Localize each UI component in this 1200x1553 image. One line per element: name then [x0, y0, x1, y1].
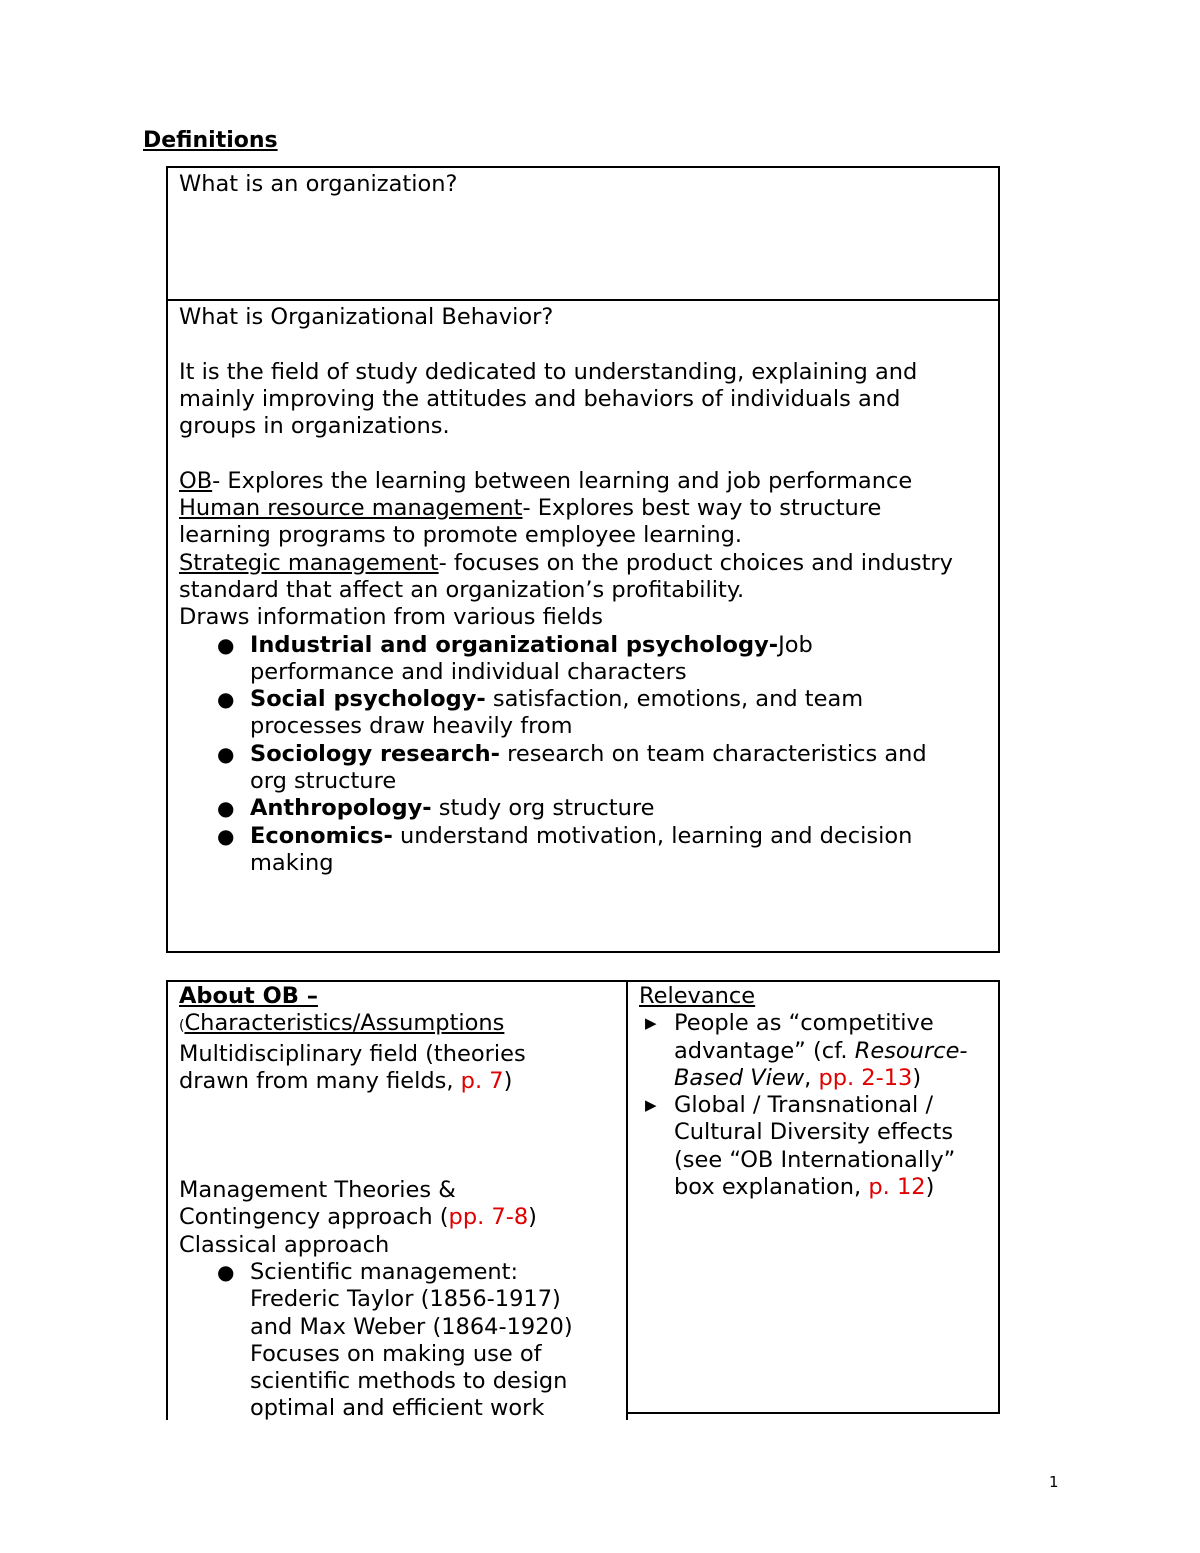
field-desc-cont: org structure [250, 768, 397, 795]
page-heading: Definitions [143, 128, 278, 153]
page-number: 1 [1049, 1473, 1059, 1491]
bullet-line: and Max Weber (1864-1920) [250, 1313, 573, 1340]
about-ob-box [166, 980, 628, 1420]
field-term: Economics [250, 822, 384, 849]
hrm-text: - Explores best way to structure [522, 495, 882, 522]
item-line: Cultural Diversity effects [674, 1119, 954, 1146]
multi-line-1: Multidisciplinary field (theories [179, 1040, 526, 1067]
item-line: (see “OB Internationally” [674, 1146, 956, 1173]
field-term: Industrial and organizational psychology [250, 631, 769, 658]
page-reference: pp. 7-8 [448, 1204, 529, 1231]
definition-line-3: groups in organizations. [179, 413, 450, 440]
fields-list [179, 632, 953, 878]
list-item [639, 1010, 968, 1092]
field-desc-cont: making [250, 849, 334, 876]
paren: ( [179, 1018, 185, 1035]
mgmt-line-2 [179, 1204, 573, 1231]
mgmt-text: Contingency approach ( [179, 1204, 449, 1231]
field-desc: research on team characteristics and [499, 740, 927, 767]
item-line: Global / Transnational / [674, 1092, 934, 1119]
field-term: Anthropology [250, 795, 423, 822]
ob-definition-box [166, 299, 1000, 953]
list-item [179, 741, 953, 796]
bullet-line: Scientific management: [250, 1258, 519, 1285]
relevance-box [626, 980, 1000, 1414]
sm-line [179, 550, 953, 577]
bullet-icon: ● [217, 632, 235, 657]
close-paren: ) [528, 1204, 537, 1231]
classical-line: Classical approach [179, 1231, 390, 1258]
hrm-term: Human resource management [179, 495, 523, 522]
hrm-line-2: learning programs to promote employee learning. [179, 522, 743, 549]
italic-term: Resource- [854, 1037, 968, 1064]
field-sep: - [422, 795, 432, 822]
hrm-line [179, 495, 953, 522]
list-item [179, 795, 953, 822]
subtitle-line [179, 1010, 573, 1040]
field-term: Sociology research [250, 740, 491, 767]
ob-question: What is Organizational Behavior? [179, 304, 554, 330]
ob-line [179, 468, 953, 495]
arrow-icon: ▶ [645, 1096, 657, 1115]
relevance-title: Relevance [639, 983, 756, 1009]
sm-text: - focuses on the product choices and industry [438, 549, 953, 576]
field-desc: satisfaction, emotions, and team [485, 686, 864, 713]
bullet-icon: ● [217, 687, 235, 712]
multi-text: drawn from many fields, [179, 1067, 461, 1094]
item-line: People as “competitive [674, 1010, 934, 1037]
sm-term: Strategic management [179, 549, 439, 576]
list-item [639, 1092, 968, 1201]
bullet-line: optimal and efficient work [250, 1395, 545, 1422]
field-sep: - [768, 631, 779, 658]
close-paren: ) [912, 1064, 922, 1091]
field-desc-cont: performance and individual characters [250, 658, 687, 685]
ob-text: - Explores the learning between learning and job performance [212, 467, 913, 494]
about-ob-subtitle: Characteristics/Assumptions [184, 1010, 505, 1037]
draws-line: Draws information from various fields [179, 604, 603, 631]
classical-list [179, 1259, 573, 1423]
item-line: advantage” (cf. [674, 1037, 855, 1064]
organization-definition-box [166, 166, 1000, 301]
list-item [179, 823, 953, 878]
definition-line-2: mainly improving the attitudes and behaviors of individuals and [179, 385, 901, 412]
bullet-line: Focuses on making use of [250, 1340, 542, 1367]
bullet-icon: ● [217, 823, 235, 848]
list-item [179, 632, 953, 687]
field-sep: - [476, 686, 486, 713]
item-line: box explanation, [674, 1174, 869, 1201]
list-item [179, 1259, 573, 1423]
bullet-line: Frederic Taylor (1856-1917) [250, 1286, 561, 1313]
ob-term: OB [179, 467, 213, 494]
list-item [179, 686, 953, 741]
field-sep: - [383, 822, 393, 849]
relevance-list [639, 1010, 968, 1201]
definition-line-1: It is the field of study dedicated to understanding, explaining and [179, 358, 918, 385]
close-paren: ) [925, 1174, 935, 1201]
comma: , [804, 1064, 819, 1091]
bullet-icon: ● [217, 796, 235, 821]
field-sep: - [490, 740, 500, 767]
italic-term: Based View [674, 1064, 805, 1091]
field-desc: Job [778, 631, 813, 658]
sm-line-2: standard that affect an organization’s profitability. [179, 576, 745, 603]
arrow-icon: ▶ [645, 1014, 657, 1033]
multi-line-2 [179, 1068, 573, 1095]
field-desc: study org structure [431, 795, 655, 822]
field-term: Social psychology [250, 686, 477, 713]
page-reference: pp. 2-13 [818, 1064, 913, 1091]
close-paren: ) [503, 1067, 513, 1094]
bullet-icon: ● [217, 1259, 235, 1284]
bullet-line: scientific methods to design [250, 1368, 568, 1395]
bullet-icon: ● [217, 741, 235, 766]
field-desc: understand motivation, learning and decision [392, 822, 913, 849]
page-reference: p. 7 [460, 1067, 504, 1094]
mgmt-line-1: Management Theories & [179, 1177, 456, 1204]
about-ob-title: About OB – [179, 983, 318, 1009]
page-reference: p. 12 [868, 1174, 926, 1201]
field-desc-cont: processes draw heavily from [250, 713, 573, 740]
organization-question: What is an organization? [179, 171, 458, 197]
